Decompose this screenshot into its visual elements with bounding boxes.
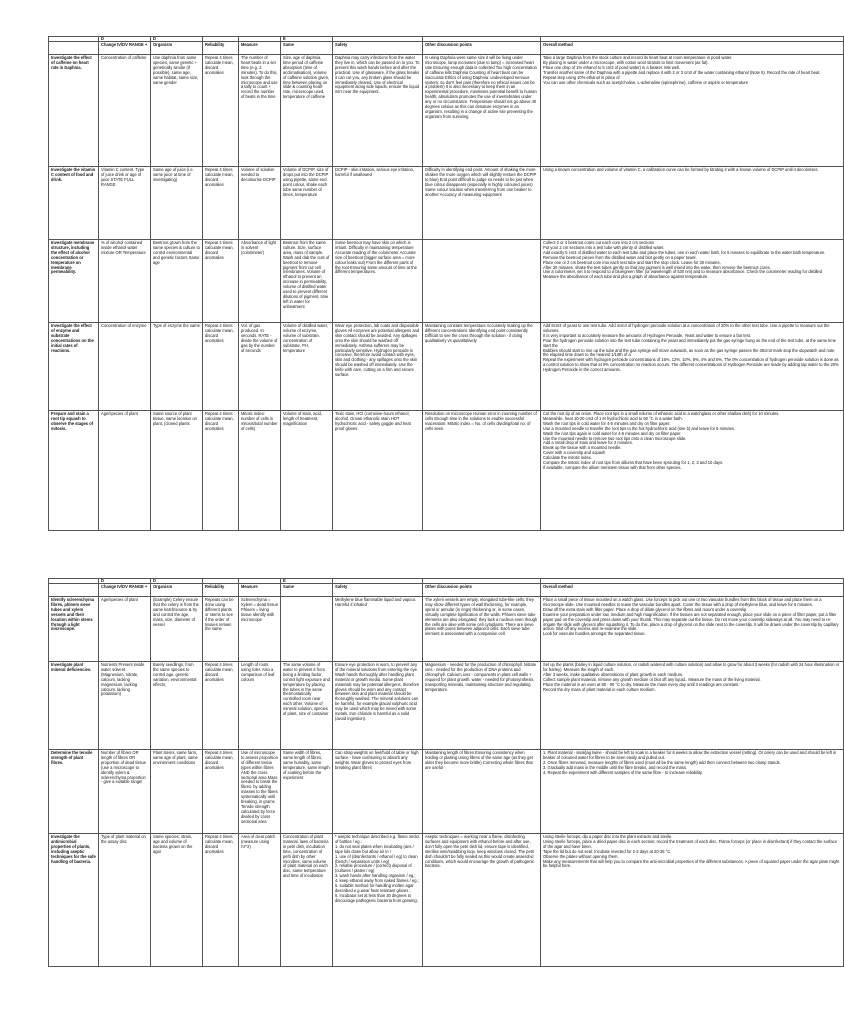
cell-safety: Some beetroot may have skin on which is irritant. Difficulty in maintaining temperature Accurate reading of the colorimeter Accurate size of beetroot (bigger surface area = more colour leaks out) From the different parts of the root Ensuring same amount of time at the different temperatures. (333, 240, 423, 323)
header-cell: Change IV/DV RANGE + (99, 42, 151, 55)
practical-title: Determine the tensile strength of plant fibres. (49, 750, 99, 834)
cell-measure: Use of microscope to assess proportion of different tissue types within fibres AND the cross sectional area Mass needed to break the fibres, by adding masses to the fibres systematically until breaking, in grams Tensile strength calculated by force divided by cross sectional area (239, 750, 281, 834)
cell-same: Size, age of daphnia, time period of caffeine absorption (time of acclimatisation), volume of caffeine solution given, time between placing on slide & counting heart rate, microscope used, temperature of caffeine (281, 55, 333, 167)
table-page-2 (48, 578, 843, 967)
cell-same: The same volume of water to prevent it from being a limiting factor, control light exposure and temperature by placing the tubes in the same thermostatically controlled room near each other. Volume of mineral solution, species of plant, size of container (281, 662, 333, 750)
cell-change: Age/species of plant (99, 597, 151, 662)
cell-safety: DCPIP - skin irritation, serious eye irritation, harmful if swallowed (333, 167, 423, 240)
cell-reliability: Repeat 4 times calculate mean, discard anomalies (203, 240, 239, 323)
header-cell: Measure (239, 42, 281, 55)
cell-method: Take a large Daphnia from the stock culture and record its heart beat at room temperature in pond water. By placing in water under a microscope, with cotton wool strands to limit movement (as fat). Place one drop of 1% ethanol to 5 cm3 of pond water) in a beaker. Mix well. Transfer another same of the Daphnia with a pipette and replace it with 2 or 3 cm3 of the water containing ethanol (Note 5). Record the rate of heart beat. Repeat step using 10% ethanol in place of You can use other chemicals such as acetylcholine, L-adrenaline (epinephrine), caffeine or aspirin or temperature (541, 55, 844, 167)
cell-organism: (Example) Celery ensure that the celery is from the same batch/source & try and control the age, mass, size, diameter of vessel (151, 597, 203, 662)
cell-method: Place a small piece of tissue mounted on a watch glass. Use forceps to pick out one or two vascular bundles from this block of tissue and place them on a microscope slide. Use mounted needles to tease the vascular bundles apart. Cover the tissue with a drop of methylene blue, and leave for 5 minutes. Draw off the extra stain with filter paper. Place a drop of dilute glycerol on the fibres and mount under a coverslip. Examine your preparation under low, medium and high magnification. If the tissues are not separated enough, place your slide on a piece of filter paper, put a filter paper pad on the coverslip and press down with your thumb. This may separate out the tissue. Do not move your coverslip sideways at all. You may need to re-irrigate the slide with glycerol after squashing it. To do this, place a drop of glycerol on the slide next to the coverslip. It will be drawn under the coverslip by capillary action. Blot off any excess and re-examine the slide. Look for vascular bundles amongst the separated tissue. (541, 597, 844, 662)
cell-safety: Methylene blue flammable liquid and vapour. Harmful if inhaled (333, 597, 423, 662)
header-cell: Measure (239, 584, 281, 597)
cell-measure: The number of heart beats in a set time (e.g. 2 minutes). To do this, look through the microscope and use a tally to count + record the number of beats in the time (239, 55, 281, 167)
header-row (49, 584, 844, 597)
cell-organism: Plant stems, same farm, same age of plant, same environment conditions (151, 750, 203, 834)
header-cell: Same (281, 584, 333, 597)
cell-change: Concentration of caffeine (99, 55, 151, 167)
practical-title: Investigate the effect of enzyme and substrate concentrations on the initial rates of reactions. (49, 323, 99, 411)
cell-safety: Ensure eye protection is worn, to prevent any of the mineral solutions from entering the eye. Wash hands thoroughly after handling plant material or growth media. Some plant materials may be potential allergens, therefore gloves should be worn and any contact between skin and plant material should be thoroughly washed. The mineral solutions can be harmful, for example glacial sulphuric acid may be used which may be mixed with some metals. Iron chloride is harmful as a solid (avoid ingestion). (333, 662, 423, 750)
header-cell: Safety (333, 42, 423, 55)
cell-same: Volume of distilled water, volume of enzyme, volume of substrate, concentration of substrate, PH, temperature (281, 323, 333, 411)
cell-change: % of alcohol contained inside ethanol water mixture OR Temperature (99, 240, 151, 323)
cell-reliability: Repeat 4 times calculate mean, discard anomalies (203, 167, 239, 240)
header-cell: Organism (151, 42, 203, 55)
cell-reliability: Repeat 4 times calculate mean, discard anomalies (203, 55, 239, 167)
cell-method: Using a known concentration and volume of vitamin C, a calibration curve can be formed by titrating it with a known volume of DCPIP until it decolorises. (541, 167, 844, 240)
cell-reliability: Repeats can be done using different plants or stems to see if the order of tissues remain the same (203, 597, 239, 662)
practical-title: Investigate the effect of caffeine on heart rate in Daphnia. (49, 55, 99, 167)
table-row (49, 167, 844, 240)
col-letter: D (151, 37, 203, 42)
header-cell: Safety (333, 584, 423, 597)
cell-organism: Same species, strain, age and volume of bacteria grown on the agar (151, 834, 203, 967)
cell-other: The xylem vessels are empty, elongated tube-like cells; they may show different types of wall thickening, for example, spiral or annular (in rings) thickening or, in some cases, virtually complete lignification of the walls. Phloem sieve tube elements are also elongated; they lack a nucleus even though the cells are alive with some cell cytoplasm. There are sieve plates with pores between adjacent cells. Each sieve tube element is associated with a companion cell. (423, 597, 541, 662)
col-letter: D (99, 37, 151, 42)
header-cell: Overall method (541, 584, 844, 597)
cell-organism: Same age of juice (i.e. same juice at time of investigating) (151, 167, 203, 240)
cell-measure: Volume of solution needed to decolourise DCPIP (239, 167, 281, 240)
cell-same: Concentration of plant material, lawn of bacteria in petri dish, incubation time, concentration of pefri dish by other microbes, same volume of plant material on each disc, same temperature and time of incubation (281, 834, 333, 967)
cell-safety: Daphnia may carry infections from the water they live in, which can be passed on to you. To prevent this wash hands before and after the practical. Use of glassware, if the glass breaks it can cut you, any broken glass should be immediately cleared. Use of electrical equipment along side liquids, ensure the liquid isn't near the equipment. (333, 55, 423, 167)
header-cell: Change IV/DV RANGE + (99, 584, 151, 597)
table-row (49, 834, 844, 967)
cell-safety: Toxic stain, HCl (corrosive-hours ethanol, alcohol. Grown ethanolic stain HOT hydrochloric acid - safety goggle and heat proof gloves (333, 411, 423, 531)
col-letter: E (281, 579, 333, 584)
table-row (49, 662, 844, 750)
header-cell (49, 42, 99, 55)
cell-change: Age/species of plant (99, 411, 151, 531)
table-row (49, 323, 844, 411)
cell-method: Add 8cm3 of yeast to one test tube. Add 4cm3 of hydrogen peroxide solution at a concentration of 20% to the other test tube. Use a pipette to measure out the volumes. It is very important to accurately measure the amounts of Hydrogen Peroxide, Yeast and water to ensure a fair test. Pour the hydrogen peroxide solution into the test tube containing the yeast and immediately put the gas syringe bung on the end of the test tube, at the same time start the Bubbles should start to rise up the tube and the gas syringe will move outwards, as soon as the gas syringe passes the 30cm3 mark stop the stopwatch and note the elapsed time down to the nearest 1/10th of a Repeat the experiment with hydrogen peroxide concentrations of 16%, 12%, 10%, 8%, 4% and 0%. The 0% concentration of hydrogen peroxide solution is done as a control solution to show that at 0% concentration no reaction occurs. The different concentrations of Hydrogen Peroxide are made by adding tap water to the 20% Hydrogen Peroxide in the correct amounts. (541, 323, 844, 411)
cell-other (423, 240, 541, 323)
header-cell: Reliability (203, 42, 239, 55)
practical-title: Identify sclerenchyma fibres, phloem sieve tubes and xylem vessels and their location within stems through a light microscope. (49, 597, 99, 662)
cell-method: Set up the plants (barley in liquid culture solution, or radish watered with culture solution) and allow to grow for about 3 weeks (for radish with 24 hour illumination or for barley). Measure the length of each. After 3 weeks, make qualitative observations of plant growth in each medium. Collect sample plant material, remove any growth medium or blot off any liquid.. Measure the mass of the living material. Place the material in an oven at 80 - 90 °C to dry. Measure the mass every day until 3 readings are constant. Record the dry mass of plant material in each culture medium. (541, 662, 844, 750)
cell-method: Cut the root tip of an onion. Place root tips in a small volume of ethanoic acid in a watchglass or other shallow dish) for 10 minutes. Meanwhile, heat 10-20 cm3 of 1 M hydrochloric acid to 60 °C in a water bath. Wash the root tips in cold water for 4-5 minutes and dry on filter paper. Use a mounted needle to transfer the root tips to the hot hydrochloric acid (see b) and leave for 5 minutes. Wash the root tips again in cold water for 4-5 minutes and dry on filter paper. Use the mounted needle to remove two root tips onto a clean microscope slide. Add a small drop of stain and leave for 2 minutes. Break up the tissue with a mounted needle. Cover with a coverslip and squash Calculate the mitotic index. Compare the mitotic index of root tips from alliums that have been sprouting for 1, 2, 3 and 10 days. If available, compare the allium meristem tissue with that from other species. (541, 411, 844, 531)
table-row (49, 55, 844, 167)
cell-measure: Sclerenchyma = Xylem = dead tissue Phloem = living tissue identify with microscope (239, 597, 281, 662)
cell-change: Concentration of enzyme (99, 323, 151, 411)
table-row (49, 411, 844, 531)
practical-table-2 (48, 578, 844, 967)
cell-measure: Area of clear patch (measure using πr^2) (239, 834, 281, 967)
practical-title: Investigate the vitamin C content of food and drink. (49, 167, 99, 240)
cell-same: Beetroot from the same culture. Size, surface area, mass of sample. Wash and dab the cuts of beetroot to remove pigment from cut cell membranes. Volume of ethanol to prevent an increase in permeability, volume of distilled water used to prevent different dilutions of pigment, time left in water for unbeatment (281, 240, 333, 323)
cell-same: Volume of stain, acid, length of treatment, magnification (281, 411, 333, 531)
practical-table-1 (48, 36, 844, 531)
cell-organism: Use daphnia from same species, same genetic + genetically similar (if possible), same age, same habitat, same size, same gender (151, 55, 203, 167)
cell-organism: Type of enzyme the same (151, 323, 203, 411)
cell-change: Type of plant material on the assay disc (99, 834, 151, 967)
cell-measure: Length of roots using ruler. Also a comparison of leaf colours (239, 662, 281, 750)
cell-same (281, 597, 333, 662)
cell-other: Maintaining constant temperature Accurately making up the different concentrations Identifying end point consistently Difficult to see the cross through the solution - if doing qualitatively vs quantitatively (423, 323, 541, 411)
header-cell: Overall method (541, 42, 844, 55)
header-cell: Reliability (203, 584, 239, 597)
col-letter: D (151, 579, 203, 584)
table-page-1 (48, 36, 843, 531)
practical-title: Investigate the antimicrobial properties of plants, including aseptic techniques for the safe handling of bacteria. (49, 834, 99, 967)
header-row (49, 42, 844, 55)
cell-other: Resolution on microscope Human error in counting number of cells Enough time in the solutions to enable successful maceration. Mitotic index = No. of cells dividing/total no. of cells seen. (423, 411, 541, 531)
cell-change: Nutrients Present inside water solvent (Magnesium, nitrate, calcium, lacking magnesium, lacking calcium, lacking potassium) (99, 662, 151, 750)
cell-reliability: Repeat 4 times calculate mean, discard anomalies (203, 834, 239, 967)
cell-reliability: Repeat 4 times calculate mean, discard anomalies (203, 323, 239, 411)
cell-method: 1. Plant material - sisal/jag twine - should be left to soak in a beaker for 6 weeks to allow the extraction vessel (retting). Or celery can be used and should be left in beaker of coloured water for fibres to be seen easily and pulled out. 2. Once fibres removed, measure lengths of fibres used (must all be the same length) add then connect between two clamp stands. 3. Gradually add mass in the middle until the fibre breaks, and record the mass. 4. Repeat the experiment with different samples of the same fibre - to increase reliability. (541, 750, 844, 834)
cell-other: Difficulty in identifying end point. Amount of shaking the more shaken the more oxygen which will slightly restore the DCPIP to blue) End point difficult to judge so needs to be just when blue colour disappears (especially in highly coloured juices) Same colour solution when transferring from one beaker to another Accuracy of measuring equipment (423, 167, 541, 240)
cell-safety: Can strap weights on feet/hold of table or high surface - have cushioning to absorb any weights. Wear gloves to protect eyes from breaking plant fibres (333, 750, 423, 834)
cell-other: Is using Daphnia were same size it will be living under microscope, lamp increases (due to lamp) = increased heart rate Ensuring enough data is collected Too high concentration of caffeine kills Daphnia Counting of heart beat can be inaccurate Ethics of using Daphnia: undeveloped nervous system; so don't feel pain (therefore no ethical issues can be a problem) It is also necessary to keep them in an experimental procedure, minimises potential benefit to human health, absolutism promotes the use of invertebrates under any or no circumstance. Temperature should not go above 40 degrees celsius as this can denature enzymes in an organism, resulting in a change of active site preventing the organism from surviving (423, 55, 541, 167)
cell-other: Aseptic techniques = working near a flame, disinfecting surfaces and equipment with ethanol before and after use, don't fully open the petri dish lid, ensure tape is identified, sterilise wire/swabbing loop, keep windows closed. The petri dish shouldn't be fully sealed as this would create anaerobic conditions, which would encourage the growth of pathogenic bacteria. (423, 834, 541, 967)
cell-measure: Absorbance of light in solvent (colorimeter) (239, 240, 281, 323)
table-row (49, 597, 844, 662)
table-row (49, 750, 844, 834)
table-row (49, 240, 844, 323)
col-letter: E (281, 37, 333, 42)
header-cell: Other discussion points (423, 42, 541, 55)
cell-organism: Beetroot grown from the same species & culture to control environmental and genetic factors Same age (151, 240, 203, 323)
cell-method: Using sterile forceps, dip a paper disc into the plant extracts and sterile. Using sterile forceps, place a dried paper disc in each section; record the treatment of each disc. Flame forceps (or place in disinfectant) if they contact the surface of the agar and have been. Tape the lid but do not seal. Incubate inverted for 2-3 days at 20-25 °C. Observe the plates without opening them. Make any measurements that will help you to compare the anti-microbial properties of the different substances. A piece of squared paper under the agar plate might be helpful here. (541, 834, 844, 967)
practical-title: Prepare and stain a root tip squash to observe the stages of mitosis. (49, 411, 99, 531)
cell-safety: * aseptic technique described e.g. flame necks of bottles / eg.: 1. do not seal plates when incubating (ans / tape lids down but allow air in ! 1. use of (disinfectants / ethanol / eg) to clean (bench / separation units / eg) 2. reliable procedure / (correct) disposal of (cultures / plates / eg) 3. wash hands after handling organism / eg.; 4. keep ethanol away from naked flames / eg.; 5. suitable method for handling molten agar described e.g.wear heat resistant gloves ; 6. incubator set at less than 30 degrees to discourage pathogenic bacteria from growing; (333, 834, 423, 967)
header-cell: Same (281, 42, 333, 55)
practical-title: Investigate plant mineral deficiencies. (49, 662, 99, 750)
cell-organism: Same source of plant tissue, same location on plant, (cloned plants (151, 411, 203, 531)
header-cell: Organism (151, 584, 203, 597)
cell-same: Same width of fibres, same length of fibres, same humidity, same temperature, same length of soaking before the experiment (281, 750, 333, 834)
cell-same: Volume of DCPIP, size of drops put into the DCPIP using pipette, same end point colour, shake each tube same number of times, temperature (281, 167, 333, 240)
cell-organism: Barely seedlings, from the same species to control age, genetic variation, environmental effects, (151, 662, 203, 750)
cell-measure: Vol. of gas produced. In seconds. RATE - divide the volume of gas by the number of seconds (239, 323, 281, 411)
header-cell: Other discussion points (423, 584, 541, 597)
cell-method: Collect 2 or 4 beetroot cores cut each core into 2 cm sections Put your 2 cm sections into a test tube with plenty of distilled water. Add exactly 5 cm3 of distilled water to each test tube and place the tubes, one in each water bath, for 5 minutes to equilibrate to the water bath temperature. Remove the beetroot pieces from the distilled water and blot gently on a paper towel. Place one or 2 cm beetroot core into each test tube and start the stop clock. Leave for 30 minutes. After 30 minutes, shake the test tubes gently so that any pigment is well mixed into the water, then remove the beetroot cores. Use a colorimeter, set it to respond to a blue/green filter (or wavelength of 530 nm) and to measure absorbance. Check the colorimeter reading for distilled Measure the absorbance of each tube and plot a graph of absorbance against temperature. (541, 240, 844, 323)
cell-reliability: Repeat 4 times calculate mean, discard anomalies (203, 662, 239, 750)
cell-safety: Wear eye protection, lab coats and disposable gloves All enzymes are potential allergens and skin contact should be avoided. Any spillages onto the skin should be washed off immediately. Asthma sufferers may be particularly sensitive. Hydrogen peroxide is corrosive, therefore avoid contact with eyes, skin and clothing - any spillages onto the skin should be washed off immediately. Use the knife with care, cutting on a firm and secure surface. (333, 323, 423, 411)
cell-change: Number of fibres OR length of fibres OR proportion of dead tissue (use a microscope to identify xylem & sclerenchyma proportion - give a suitable range! (99, 750, 151, 834)
practical-title: Investigate membrane structure, including the effect of alcohol concentration or temperature on membrane permeability. (49, 240, 99, 323)
cell-change: Vitamin C content. Type of juice drink or age of juice STATE FULL RANGE (99, 167, 151, 240)
header-cell (49, 584, 99, 597)
col-letter: D (99, 579, 151, 584)
cell-other: Magnesium - needed for the production of chlorophyll. Nitrate ions - needed for the production of DNA proteins and chlorophyll. Calcium ions - components in plant cell walls + required for plant growth. water - needed for photosynthesis, transporting minerals, maintaining structure and regulating temperature. (423, 662, 541, 750)
cell-reliability: Repeat 4 times calculate mean, discard anomalies (203, 411, 239, 531)
cell-other: Maintaining length of fibres Ensuring consistency when holding or plaiting Using fibres of the same age (as they get older they become more brittle) Correcting whole fibres that are useful (423, 750, 541, 834)
cell-reliability: Repeat 4 times calculate mean, discard anomalies (203, 750, 239, 834)
cell-measure: Mitotic index: number of cells in mitosis/total number of cells) (239, 411, 281, 531)
